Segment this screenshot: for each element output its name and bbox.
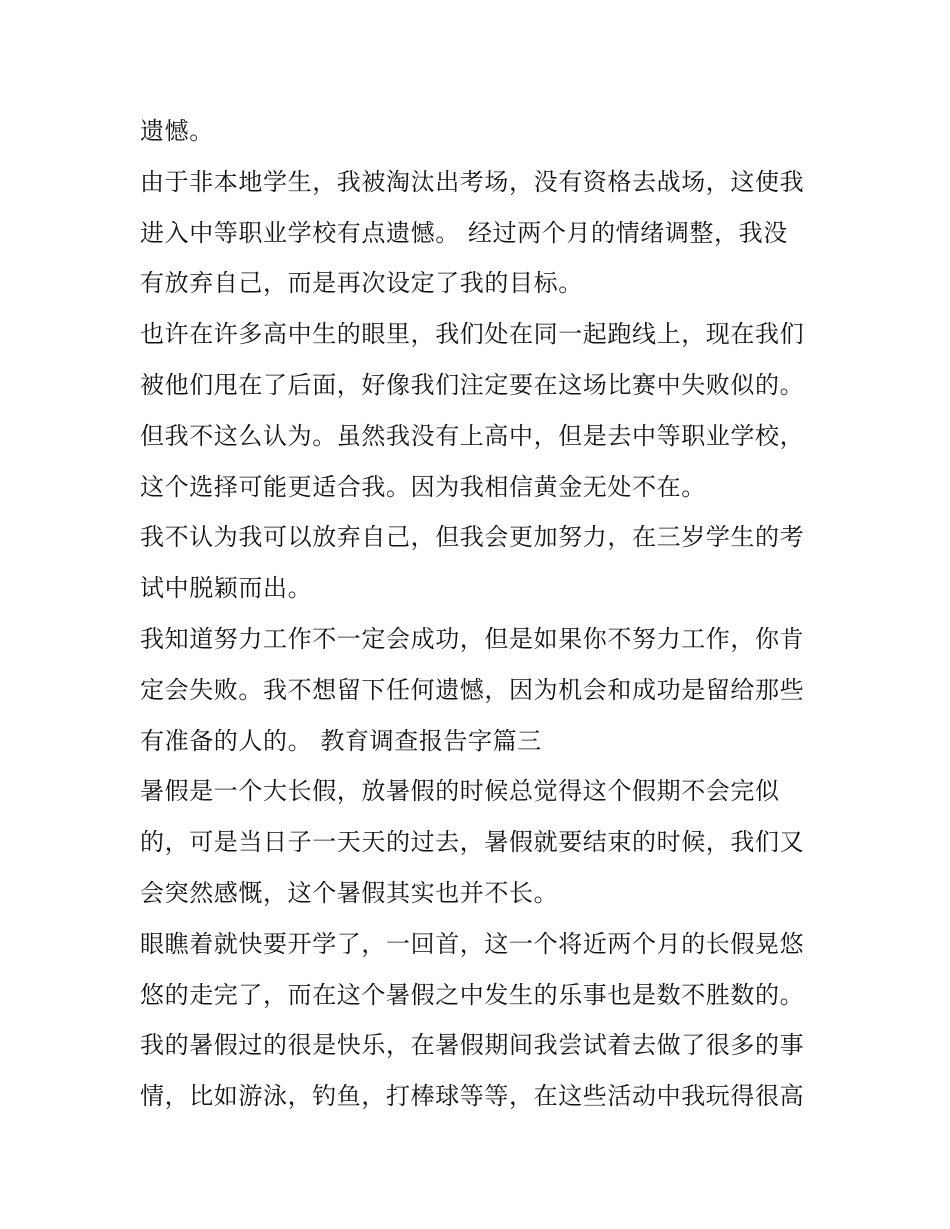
text-line: 也许在许多高中生的眼里，我们处在同一起跑线上，现在我们 <box>140 320 805 349</box>
text-line: 进入中等职业学校有点遗憾。 经过两个月的情绪调整，我没 <box>140 218 788 247</box>
text-line: 眼瞧着就快要开学了，一回首，这一个将近两个月的长假晃悠 <box>140 929 805 958</box>
text-line: 会突然感慨，这个暑假其实也并不长。 <box>140 878 559 907</box>
text-line: 遗憾。 <box>140 117 214 145</box>
text-line: 但我不这么认为。虽然我没有上高中，但是去中等职业学校， <box>140 421 805 450</box>
text-line: 由于非本地学生，我被淘汰出考场，没有资格去战场，这使我 <box>140 167 805 196</box>
text-line: 悠的走完了，而在这个暑假之中发生的乐事也是数不胜数的。 <box>140 980 805 1009</box>
text-line: 我知道努力工作不一定会成功，但是如果你不努力工作，你肯 <box>140 624 805 653</box>
text-line: 有放弃自己，而是再次设定了我的目标。 <box>140 269 583 298</box>
text-line: 我不认为我可以放弃自己，但我会更加努力，在三岁学生的考 <box>140 523 805 552</box>
text-line: 情，比如游泳，钓鱼，打棒球等等，在这些活动中我玩得很高 <box>140 1082 805 1111</box>
text-line: 定会失败。我不想留下任何遗憾，因为机会和成功是留给那些 <box>140 675 805 704</box>
text-line: 这个选择可能更适合我。因为我相信黄金无处不在。 <box>140 472 706 501</box>
text-line: 试中脱颖而出。 <box>140 574 313 603</box>
text-line: 暑假是一个大长假，放暑假的时候总觉得这个假期不会完似 <box>140 777 780 806</box>
document-body <box>140 106 820 1122</box>
text-line: 我的暑假过的很是快乐，在暑假期间我尝试着去做了很多的事 <box>140 1031 805 1060</box>
text-line: 的，可是当日子一天天的过去，暑假就要结束的时候，我们又 <box>140 828 805 857</box>
text-line: 有准备的人的。 教育调查报告字篇三 <box>140 726 542 755</box>
text-line: 被他们甩在了后面，好像我们注定要在这场比赛中失败似的。 <box>140 370 805 399</box>
